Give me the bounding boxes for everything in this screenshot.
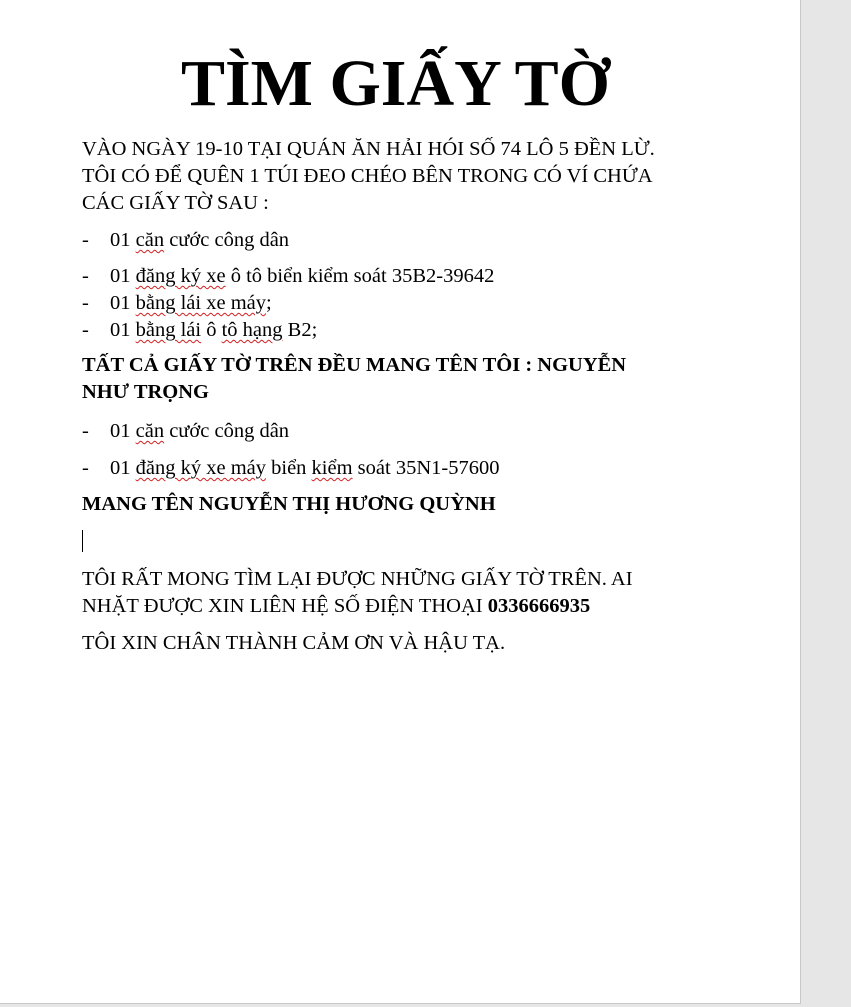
contact-phone: 0336666935	[487, 595, 591, 617]
owner-line-1: TẤT CẢ GIẤY TỜ TRÊN ĐỀU MANG TÊN TÔI : NGUYỄN	[82, 354, 627, 376]
spellcheck-word: tô hạng	[221, 319, 283, 341]
document-title: TÌM GIẤY TỜ	[180, 47, 611, 120]
spellcheck-word: bằng lái xe máy	[135, 292, 266, 314]
list-dash: -	[82, 292, 89, 314]
contact-line-1: TÔI RẤT MONG TÌM LẠI ĐƯỢC NHỮNG GIẤY TỜ TRÊN. AI	[82, 568, 633, 590]
list-item: - 01 bằng lái ô tô hạng B2;	[82, 317, 317, 344]
intro-line-2: TÔI CÓ ĐỂ QUÊN 1 TÚI ĐEO CHÉO BÊN TRONG CÓ VÍ CHỨA	[82, 165, 653, 187]
owner-line-2: NHƯ TRỌNG	[82, 381, 209, 403]
list-item: - 01 bằng lái xe máy;	[82, 290, 272, 317]
list-dash: -	[82, 457, 89, 479]
closing-line: TÔI XIN CHÂN THÀNH CẢM ƠN VÀ HẬU TẠ.	[82, 632, 506, 654]
intro-line-1: VÀO NGÀY 19-10 TẠI QUÁN ĂN HẢI HÓI SỐ 74 LÔ 5 ĐỀN LỪ.	[82, 138, 655, 160]
list-item: - 01 căn cước công dân	[82, 227, 289, 254]
text-cursor	[82, 530, 83, 552]
second-owner-line: MANG TÊN NGUYỄN THỊ HƯƠNG QUỲNH	[82, 493, 496, 515]
list-item: - 01 đăng ký xe ô tô biển kiểm soát 35B2-39642	[82, 263, 494, 290]
intro-line-3: CÁC GIẤY TỜ SAU :	[82, 192, 269, 214]
list-item: - 01 căn cước công dân	[82, 418, 289, 445]
contact-line-2: NHẶT ĐƯỢC XIN LIÊN HỆ SỐ ĐIỆN THOẠI 0336666935	[82, 595, 591, 617]
list-dash: -	[82, 319, 89, 341]
spellcheck-word: căn	[135, 420, 165, 442]
list-dash: -	[82, 265, 89, 287]
list-dash: -	[82, 229, 89, 251]
list-dash: -	[82, 420, 89, 442]
spellcheck-word: đăng ký xe máy	[135, 457, 266, 479]
spellcheck-word: kiểm	[311, 457, 353, 479]
list-item: - 01 đăng ký xe máy biển kiểm soát 35N1-57600	[82, 455, 499, 482]
spellcheck-word: căn	[135, 229, 165, 251]
spellcheck-word: bằng lái	[135, 319, 202, 341]
spellcheck-word: đăng ký xe	[135, 265, 226, 287]
